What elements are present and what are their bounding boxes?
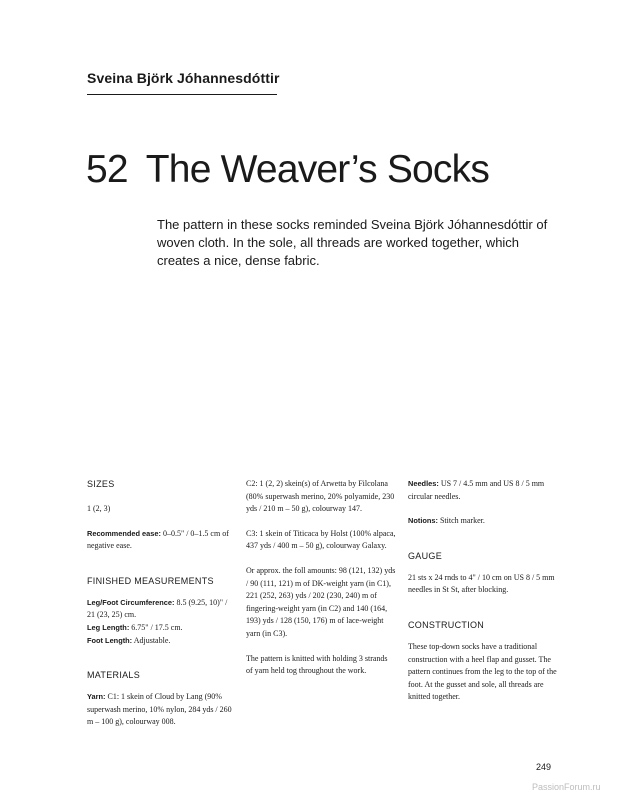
designer-block <box>87 70 280 95</box>
pattern-title <box>86 150 489 189</box>
strands-paragraph: The pattern is knitted with holding 3 strands of yarn held tog throughout the work. <box>246 653 388 676</box>
page-number: 249 <box>536 762 552 772</box>
column-2 <box>246 478 396 678</box>
column-3 <box>408 478 558 704</box>
notions-paragraph <box>408 515 558 528</box>
yarn-label: Yarn: <box>87 692 106 702</box>
notions-text: Stitch marker. <box>439 516 485 526</box>
intro-paragraph: The pattern in these socks reminded Sveina Björk Jóhannesdóttir of woven cloth. In the sole, all threads are worked together, which creates a nice, dense fabric. <box>157 217 548 268</box>
yarn-c3-paragraph: C3: 1 skein of Titicaca by Holst (100% alpaca, 437 yds / 400 m – 50 g), colourway Galaxy. <box>246 528 396 551</box>
designer-underline <box>87 94 277 95</box>
yarn-c2-paragraph: C2: 1 (2, 2) skein(s) of Arwetta by Filcolana (80% superwash merino, 20% polyamide, 230 yds / 210 m – 50 g), colourway 147. <box>246 479 395 514</box>
yarn-text: C1: 1 skein of Cloud by Lang (90% superwash merino, 10% nylon, 284 yds / 260 m – 100 g), colourway 008. <box>87 692 232 727</box>
needles-label: Needles: <box>408 479 439 488</box>
foot-length-text: Adjustable. <box>133 635 171 645</box>
circumference-paragraph <box>87 597 235 622</box>
pattern-name: The Weaver’s Socks <box>145 148 490 191</box>
materials-heading: MATERIALS <box>87 670 141 681</box>
pattern-number: 52 <box>86 148 128 191</box>
leg-length-label: Leg Length: <box>87 622 130 632</box>
yarn-amounts-paragraph: Or approx. the foll amounts: 98 (121, 132) yds / 90 (111, 121) m of DK-weight yarn (in C1), 221 (252, 263) yds / 202 (230, 240) m of fingering-weight yarn (in C2) and 140 (164, 193) yds / 128 (150, 176) m of lace-weight yarn (in C3). <box>246 565 396 638</box>
designer-name: Sveina Björk Jóhannesdóttir <box>87 70 280 86</box>
foot-length-paragraph <box>87 635 235 648</box>
finished-measurements-heading: FINISHED MEASUREMENTS <box>87 575 214 586</box>
sizes-heading: SIZES <box>87 479 115 489</box>
yarn-paragraph <box>87 691 235 729</box>
needles-text: US 7 / 4.5 mm and US 8 / 5 mm circular needles. <box>408 479 545 501</box>
construction-text: These top-down socks have a traditional construction with a heel flap and gusset. The pattern continues from the leg to the top of the foot. At the gusset and sole, all threads are knitted together. <box>408 641 557 702</box>
ease-text: 0–0.5" / 0–1.5 cm of negative ease. <box>87 528 229 551</box>
gauge-text: 21 sts x 24 rnds to 4" / 10 cm on US 8 / 5 mm needles in St St, after blocking. <box>408 572 555 595</box>
column-1 <box>87 478 235 729</box>
leg-length-paragraph <box>87 622 235 635</box>
ease-label: Recommended ease: <box>87 528 161 538</box>
watermark: PassionForum.ru <box>532 782 601 792</box>
leg-length-text: 6.75" / 17.5 cm. <box>131 622 183 632</box>
construction-heading: CONSTRUCTION <box>408 619 485 630</box>
ease-paragraph <box>87 528 235 553</box>
needles-paragraph <box>408 478 558 503</box>
circumference-label: Leg/Foot Circumference: <box>87 597 175 607</box>
notions-label: Notions: <box>408 516 438 526</box>
foot-length-label: Foot Length: <box>87 635 133 645</box>
sizes-value: 1 (2, 3) <box>87 504 111 513</box>
gauge-heading: GAUGE <box>408 550 443 561</box>
circumference-text: 8.5 (9.25, 10)" / 21 (23, 25) cm. <box>87 597 228 620</box>
